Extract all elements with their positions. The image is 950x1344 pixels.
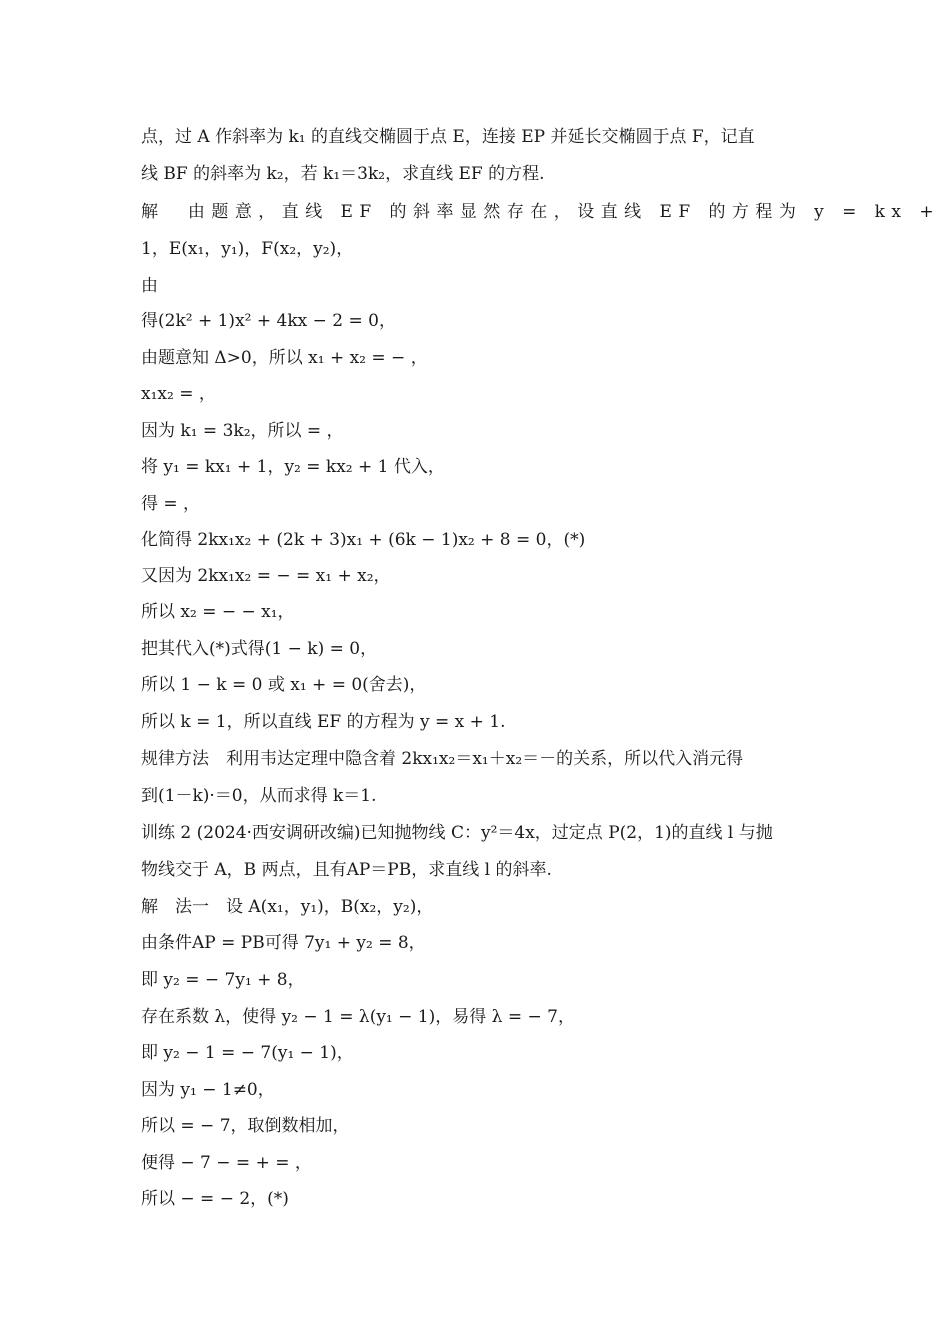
- text-line: 因为 k₁ = 3k₂，所以 = ，: [141, 421, 344, 441]
- text-line: 将 y₁ = kx₁ + 1，y₂ = kx₂ + 1 代入，: [141, 457, 445, 477]
- text-line: 点，过 A 作斜率为 k₁ 的直线交椭圆于点 E，连接 EP 并延长交椭圆于点 F，记直: [141, 127, 755, 147]
- text-line: 所以 = − 7，取倒数相加，: [141, 1116, 350, 1136]
- text-line: 便得 − 7 − = + = ，: [141, 1153, 312, 1173]
- text-line: 所以 − = − 2，(*): [141, 1189, 289, 1209]
- text-line: 所以 k = 1，所以直线 EF 的方程为 y = x + 1.: [141, 712, 506, 732]
- text-line: 训练 2 (2024·西安调研改编)已知抛物线 C：y²＝4x，过定点 P(2，1)的直线 l 与抛: [141, 823, 773, 843]
- text-line: x₁x₂ = ，: [141, 384, 216, 404]
- text-line: 所以 x₂ = − − x₁，: [141, 602, 295, 622]
- text-line: 由条件AP = PB可得 7y₁ + y₂ = 8，: [141, 933, 426, 953]
- text-line: 存在系数 λ，使得 y₂ − 1 = λ(y₁ − 1)，易得 λ = − 7，: [141, 1007, 575, 1027]
- text-line: 化简得 2kx₁x₂ + (2k + 3)x₁ + (6k − 1)x₂ + 8 = 0，(*): [141, 530, 586, 550]
- text-line: 解 法一 设 A(x₁，y₁)，B(x₂，y₂)，: [141, 897, 434, 917]
- text-line: 线 BF 的斜率为 k₂，若 k₁＝3k₂，求直线 EF 的方程.: [141, 164, 545, 184]
- text-line: 因为 y₁ − 1≠0，: [141, 1080, 275, 1100]
- text-line: 规律方法 利用韦达定理中隐含着 2kx₁x₂＝x₁＋x₂＝－的关系，所以代入消元得: [141, 749, 744, 769]
- text-line: 得 = ，: [141, 494, 201, 514]
- text-line: 解 由题意，直线 EF 的斜率显然存在，设直线 EF 的方程为 y = kx +: [141, 202, 941, 222]
- text-line: 即 y₂ − 1 = − 7(y₁ − 1)，: [141, 1043, 354, 1063]
- text-line: 由: [141, 276, 158, 296]
- text-line: 把其代入(*)式得(1 − k) = 0，: [141, 639, 378, 659]
- text-line: 物线交于 A，B 两点，且有AP＝PB，求直线 l 的斜率.: [141, 860, 552, 880]
- text-line: 又因为 2kx₁x₂ = − = x₁ + x₂，: [141, 566, 391, 586]
- text-line: 得(2k² + 1)x² + 4kx − 2 = 0，: [141, 311, 396, 331]
- text-line: 即 y₂ = − 7y₁ + 8，: [141, 970, 305, 990]
- text-line: 到(1－k)·＝0，从而求得 k＝1.: [141, 786, 377, 806]
- text-line: 所以 1 − k = 0 或 x₁ + = 0(舍去)，: [141, 675, 427, 695]
- text-line: 1，E(x₁，y₁)，F(x₂，y₂)，: [141, 239, 354, 259]
- text-line: 由题意知 Δ>0，所以 x₁ + x₂ = − ，: [141, 348, 428, 368]
